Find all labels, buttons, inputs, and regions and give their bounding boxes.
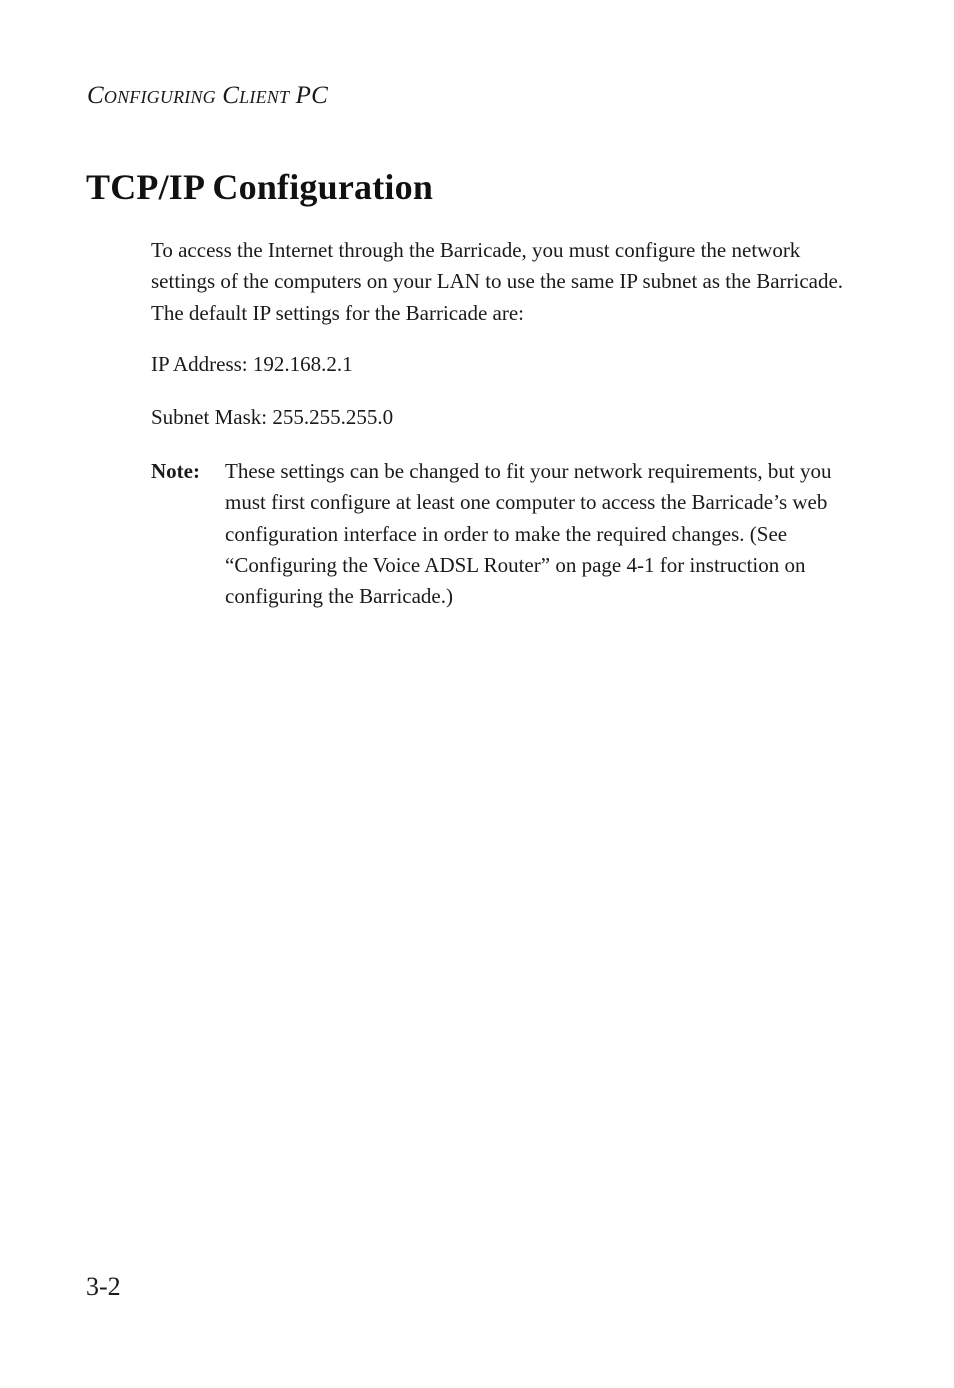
ip-address-line: IP Address: 192.168.2.1 bbox=[151, 352, 353, 376]
subnet-mask-line: Subnet Mask: 255.255.255.0 bbox=[151, 405, 394, 429]
note-block bbox=[151, 456, 851, 612]
intro-paragraph: To access the Internet through the Barricade, you must configure the network settings of the computers on your LAN to use the same IP subnet as the Barricade. The default IP settings for the Barricade are: bbox=[151, 238, 844, 325]
running-header: Configuring Client PC bbox=[87, 82, 328, 109]
page-title: TCP/IP Configuration bbox=[86, 167, 434, 207]
note-text: These settings can be changed to fit your network requirements, but you must first configure at least one computer to access the Barricade’s web configuration interface in order to make the required changes. (See “Configuring the Voice ADSL Router” on page 4-1 for instruction on configuring the Barricade.) bbox=[225, 459, 832, 609]
page-number: 3-2 bbox=[86, 1272, 121, 1301]
note-label: Note: bbox=[151, 459, 200, 483]
